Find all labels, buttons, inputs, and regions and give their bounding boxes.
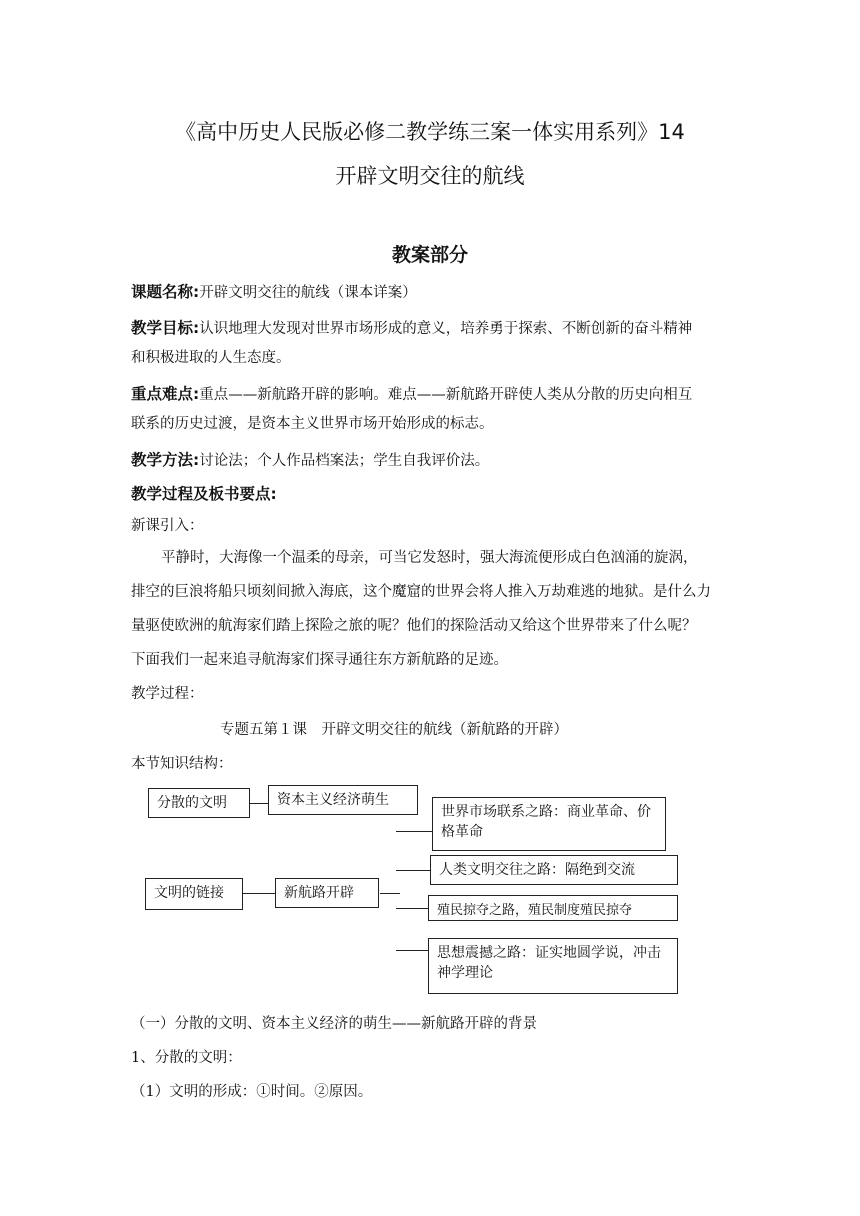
box-scattered-civilization: 分散的文明 (148, 788, 250, 818)
field-value: 认识地理大发现对世界市场形成的意义，培养勇于探索、不断创新的奋斗精神 (199, 321, 693, 337)
box-colonial-plunder: 殖民掠夺之路，殖民制度殖民掠夺 (428, 895, 678, 921)
field-label: 重点难点: (131, 385, 200, 403)
field-value: 重点——新航路开辟的影响。难点——新航路开辟使人类从分散的历史向相互 (199, 387, 693, 403)
connector (396, 831, 432, 832)
section-heading: 教案部分 (391, 244, 468, 266)
intro-line: 下面我们一起来追寻航海家们探寻通往东方新航路的足迹。 (131, 652, 508, 668)
field-value: 讨论法；个人作品档案法；学生自我评价法。 (199, 453, 490, 469)
field-key-points (131, 384, 731, 405)
process-label: 教学过程： (131, 686, 204, 702)
intro-line: 量驱使欧洲的航海家们踏上探险之旅的呢？他们的探险活动又给这个世界带来了什么呢？ (131, 618, 697, 634)
intro-line: 排空的巨浪将船只顷刻间掀入海底，这个魔窟的世界会将人推入万劫难逃的地狱。是什么力 (131, 584, 711, 600)
field-method (131, 450, 731, 471)
connector (243, 893, 275, 894)
connector (250, 803, 268, 804)
paragraph: （一）分散的文明、资本主义经济的萌生——新航路开辟的背景 (131, 1016, 537, 1032)
field-objective (131, 318, 731, 339)
document-subtitle: 开辟文明交往的航线 (335, 164, 525, 188)
paragraph: 1、分散的文明： (131, 1050, 242, 1066)
field-objective-cont: 和积极进取的人生态度。 (131, 350, 291, 366)
box-civilization-exchange: 人类文明交往之路：隔绝到交流 (430, 855, 678, 885)
box-capitalism-emergence: 资本主义经济萌生 (268, 785, 418, 815)
connector (396, 950, 428, 951)
connector (396, 870, 432, 871)
connector (380, 893, 400, 894)
intro-line: 平静时，大海像一个温柔的母亲，可当它发怒时，强大海流便形成白色汹涌的旋涡， (161, 550, 698, 566)
document-title: 《高中历史人民版必修二教学练三案一体实用系列》14 (175, 120, 685, 144)
box-new-route: 新航路开辟 (275, 878, 379, 908)
field-key-points-cont: 联系的历史过渡，是资本主义世界市场开始形成的标志。 (131, 416, 494, 432)
box-civilization-link: 文明的链接 (145, 878, 243, 910)
lesson-title: 专题五第１课 开辟文明交往的航线（新航路的开辟） (220, 722, 568, 738)
field-label: 教学目标: (131, 319, 200, 337)
process-heading: 教学过程及板书要点: (131, 485, 277, 503)
field-course-name (131, 282, 731, 303)
intro-label: 新课引入： (131, 518, 204, 534)
paragraph: （1）文明的形成：①时间。②原因。 (131, 1084, 373, 1100)
field-label: 课题名称: (131, 283, 200, 301)
connector (396, 908, 432, 909)
field-label: 教学方法: (131, 451, 200, 469)
field-value: 开辟文明交往的航线（课本详案） (199, 285, 417, 301)
structure-label: 本节知识结构： (131, 756, 233, 772)
box-thought-shock: 思想震撼之路：证实地圆学说，冲击神学理论 (428, 938, 678, 994)
box-world-market: 世界市场联系之路：商业革命、价格革命 (432, 797, 666, 851)
